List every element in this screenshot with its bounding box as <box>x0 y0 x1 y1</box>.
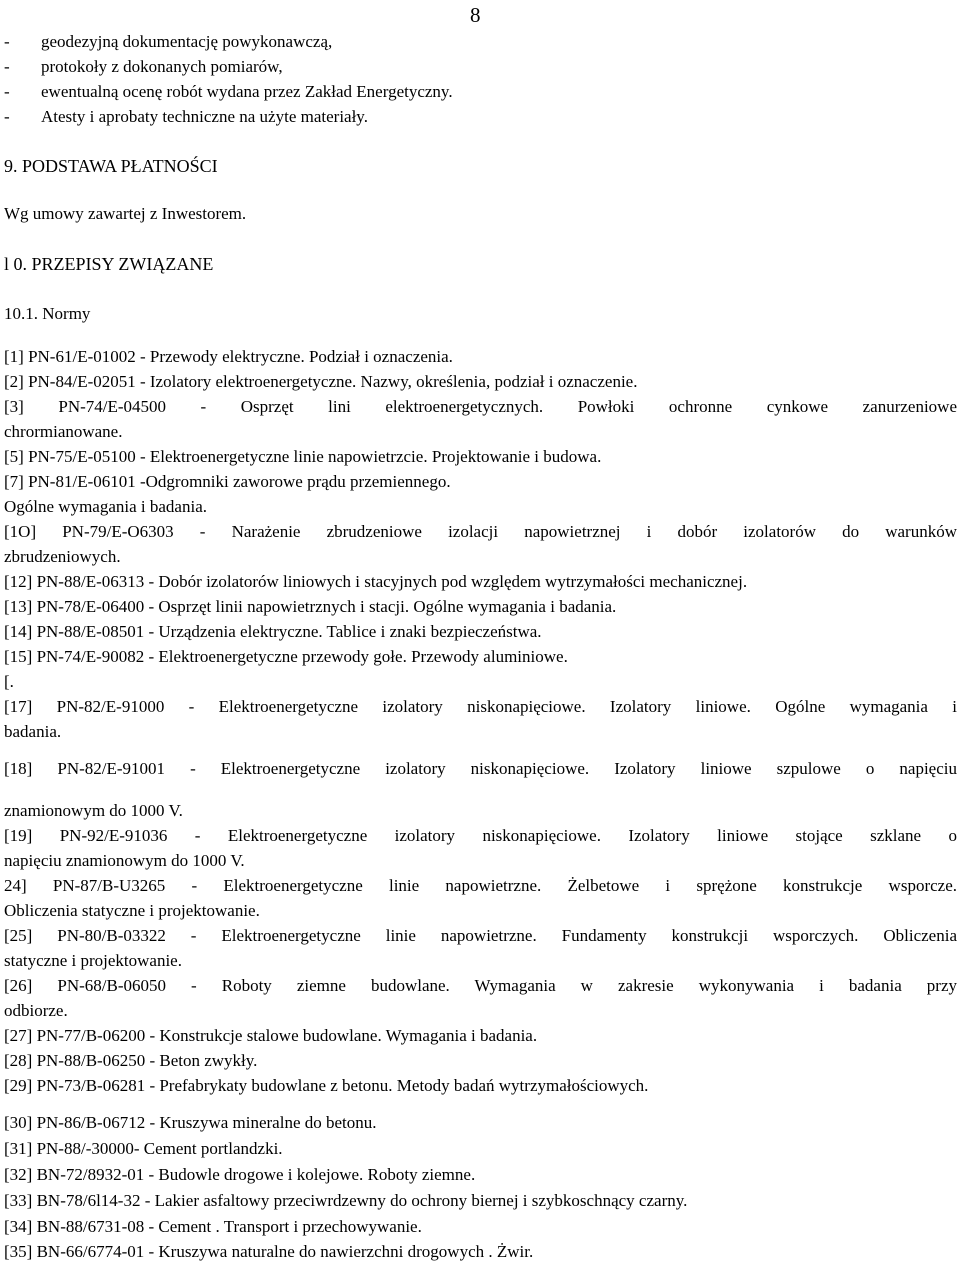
norm-entry: [7] PN-81/E-06101 -Odgromniki zaworowe prądu przemiennego. <box>4 472 451 491</box>
norm-entry: [31] PN-88/-30000- Cement portlandzki. <box>4 1139 283 1158</box>
norm-entry-continued: chrormianowane. <box>4 422 123 441</box>
norm-entry: [1O] PN-79/E-O6303 - Narażenie zbrudzeniowe izolacji napowietrznej i dobór izolatorów do warunków <box>4 522 957 541</box>
norm-entry: [19] PN-92/E-91036 - Elektroenergetyczne izolatory niskonapięciowe. Izolatory liniowe stojące szklane o <box>4 826 957 845</box>
list-item: - Atesty i aprobaty techniczne na użyte materiały. <box>4 104 957 129</box>
norm-entry: [27] PN-77/B-06200 - Konstrukcje stalowe budowlane. Wymagania i badania. <box>4 1026 538 1045</box>
norm-entry: [33] BN-78/6l14-32 - Lakier asfaltowy przeciwrdzewny do ochrony biernej i szybkoschnący czarny. <box>4 1191 688 1210</box>
norm-entry: [14] PN-88/E-08501 - Urządzenia elektryczne. Tablice i znaki bezpieczeństwa. <box>4 622 542 641</box>
norm-entry: [. <box>4 672 14 691</box>
norm-entry: 24] PN-87/B-U3265 - Elektroenergetyczne linie napowietrzne. Żelbetowe i sprężone konstrukcje wsporcze. <box>4 876 957 895</box>
norm-entry: [30] PN-86/B-06712 - Kruszywa mineralne do betonu. <box>4 1113 377 1132</box>
section-10-1-heading: 10.1. Normy <box>4 304 91 323</box>
norm-entry: [1] PN-61/E-01002 - Przewody elektryczne. Podział i oznaczenia. <box>4 347 453 366</box>
dash-bullet: - <box>4 82 10 101</box>
norm-entry-continued: napięciu znamionowym do 1000 V. <box>4 851 245 870</box>
norm-entry: [25] PN-80/B-03322 - Elektroenergetyczne linie napowietrzne. Fundamenty konstrukcji wsporczych. Obliczenia <box>4 926 957 945</box>
section-9-heading: 9. PODSTAWA PŁATNOŚCI <box>4 156 218 176</box>
dash-bullet: - <box>4 107 10 126</box>
norm-entry-continued: statyczne i projektowanie. <box>4 951 182 970</box>
norm-entry: [18] PN-82/E-91001 - Elektroenergetyczne izolatory niskonapięciowe. Izolatory liniowe szpulowe o napięciu <box>4 759 957 778</box>
section-9-text: Wg umowy zawartej z Inwestorem. <box>4 204 247 223</box>
norm-entry: [28] PN-88/B-06250 - Beton zwykły. <box>4 1051 258 1070</box>
dash-bullet: - <box>4 32 10 51</box>
norm-entry-continued: Ogólne wymagania i badania. <box>4 497 207 516</box>
dash-bullet: - <box>4 57 10 76</box>
norm-entry-continued: Obliczenia statyczne i projektowanie. <box>4 901 260 920</box>
norm-entry: [15] PN-74/E-90082 - Elektroenergetyczne przewody gołe. Przewody aluminiowe. <box>4 647 568 666</box>
norm-entry: [17] PN-82/E-91000 - Elektroenergetyczne izolatory niskonapięciowe. Izolatory liniowe. Ogólne wymagania i <box>4 697 957 716</box>
page-number: 8 <box>470 3 481 27</box>
norms-list <box>4 344 957 1264</box>
norm-entry-continued: badania. <box>4 722 62 741</box>
norm-entry-continued: znamionowym do 1000 V. <box>4 801 183 820</box>
list-item: - ewentualną ocenę robót wydana przez Zakład Energetyczny. <box>4 79 957 104</box>
norm-entry: [2] PN-84/E-02051 - Izolatory elektroenergetyczne. Nazwy, określenia, podział i oznaczenie. <box>4 372 638 391</box>
list-item: - protokoły z dokonanych pomiarów, <box>4 54 957 79</box>
norm-entry: [34] BN-88/6731-08 - Cement . Transport i przechowywanie. <box>4 1217 422 1236</box>
norm-entry: [3] PN-74/E-04500 - Osprzęt lini elektroenergetycznych. Powłoki ochronne cynkowe zanurzeniowe <box>4 397 957 416</box>
document-body <box>4 29 957 1264</box>
norm-entry: [32] BN-72/8932-01 - Budowle drogowe i kolejowe. Roboty ziemne. <box>4 1165 476 1184</box>
section-10-heading: l 0. PRZEPISY ZWIĄZANE <box>4 254 214 274</box>
norm-entry-continued: odbiorze. <box>4 1001 68 1020</box>
norm-entry: [12] PN-88/E-06313 - Dobór izolatorów liniowych i stacyjnych pod względem wytrzymałości mechanicznej. <box>4 572 748 591</box>
norm-entry: [29] PN-73/B-06281 - Prefabrykaty budowlane z betonu. Metody badań wytrzymałościowych. <box>4 1076 649 1095</box>
list-item: - geodezyjną dokumentację powykonawczą, <box>4 29 957 54</box>
norm-entry: [13] PN-78/E-06400 - Osprzęt linii napowietrznych i stacji. Ogólne wymagania i badania. <box>4 597 617 616</box>
norm-entry: [5] PN-75/E-05100 - Elektroenergetyczne linie napowietrzcie. Projektowanie i budowa. <box>4 447 602 466</box>
norm-entry: [35] BN-66/6774-01 - Kruszywa naturalne do nawierzchni drogowych . Żwir. <box>4 1242 534 1261</box>
deliverables-list <box>4 29 957 129</box>
norm-entry-continued: zbrudzeniowych. <box>4 547 121 566</box>
norm-entry: [26] PN-68/B-06050 - Roboty ziemne budowlane. Wymagania w zakresie wykonywania i badania przy <box>4 976 957 995</box>
